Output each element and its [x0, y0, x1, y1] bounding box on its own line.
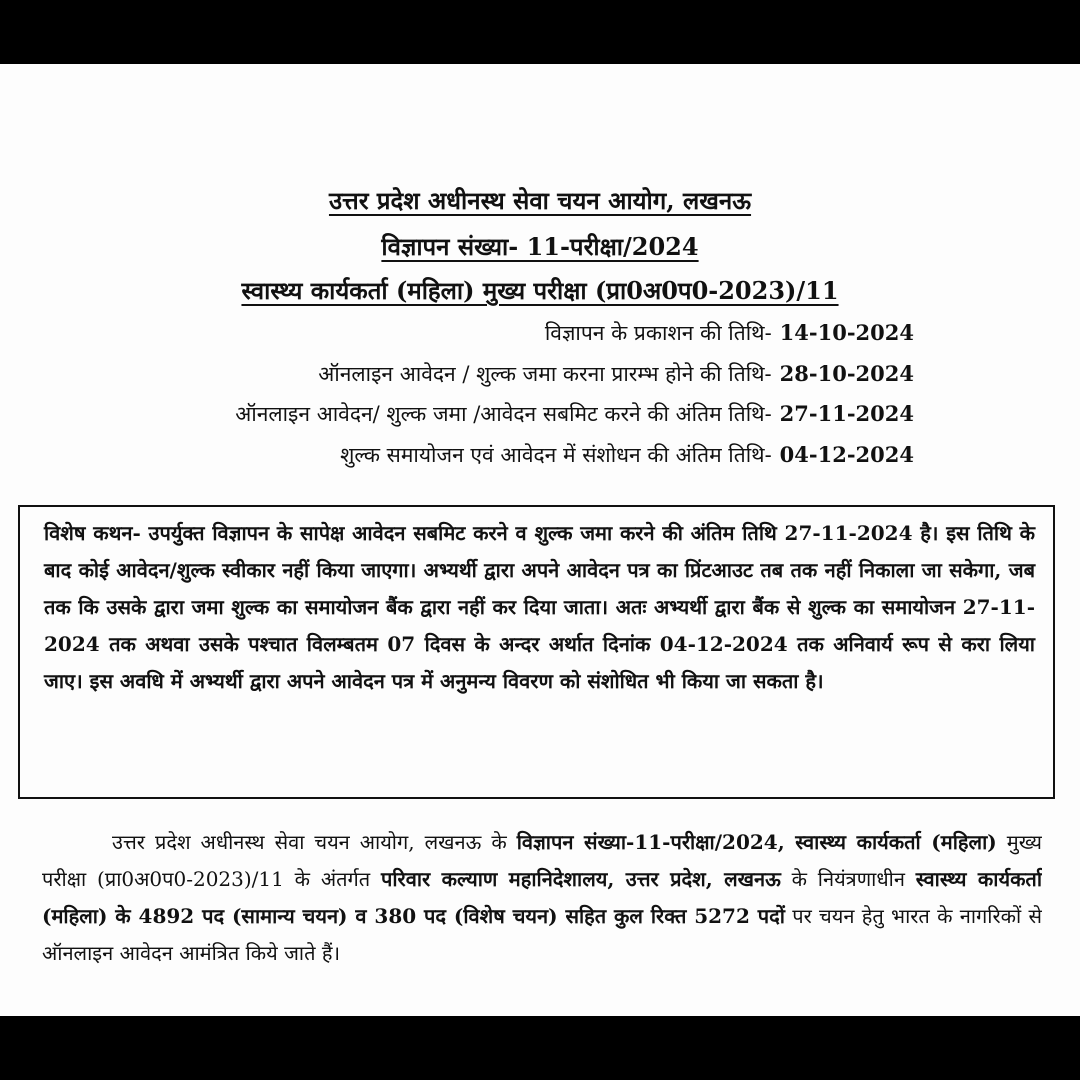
date-label: ऑनलाइन आवेदन/ शुल्क जमा /आवेदन सबमिट करने की अंतिम तिथि-: [235, 402, 772, 426]
date-value: 28-10-2024: [779, 361, 914, 386]
date-row-publication: [545, 318, 914, 348]
date-value: 27-11-2024: [779, 401, 914, 426]
date-row-fee-adjustment: [340, 440, 914, 470]
date-label: शुल्क समायोजन एवं आवेदन में संशोधन की अंतिम तिथि-: [340, 443, 772, 467]
date-row-last-date: [235, 399, 914, 429]
advert-number: विज्ञापन संख्या- 11-परीक्षा/2024: [381, 232, 699, 261]
date-value: 14-10-2024: [779, 320, 914, 345]
date-row-application-start: [318, 359, 914, 389]
org-heading: उत्तर प्रदेश अधीनस्थ सेवा चयन आयोग, लखनऊ: [328, 186, 752, 215]
exam-title: स्वास्थ्य कार्यकर्ता (महिला) मुख्य परीक्षा (प्रा0अ0प0-2023)/11: [241, 276, 839, 305]
special-notice-text: विशेष कथन- उपर्युक्त विज्ञापन के सापेक्ष आवेदन सबमिट करने व शुल्क जमा करने की अंतिम तिथि 27-11-2024 है। इस तिथि के बाद कोई आवेदन/शुल्क स्वीकार नहीं किया जाएगा। अभ्यर्थी द्वारा अपने आवेदन पत्र का प्रिंटआउट तब तक नहीं निकाला जा सकेगा, जब तक कि उसके द्वारा जमा शुल्क का समायोजन बैंक द्वारा नहीं कर दिया जाता। अतः अभ्यर्थी द्वारा बैंक से शुल्क का समायोजन 27-11-2024 तक अथवा उसके पश्चात विलम्बतम 07 दिवस के अन्दर अर्थात दिनांक 04-12-2024 तक अनिवार्य रूप से करा लिया जाए। इस अवधि में अभ्यर्थी द्वारा अपने आवेदन पत्र में अनुमन्य विवरण को संशोधित भी किया जा सकता है।: [44, 521, 1035, 693]
date-label: ऑनलाइन आवेदन / शुल्क जमा करना प्रारम्भ होने की तिथि-: [318, 362, 772, 386]
date-value: 04-12-2024: [779, 442, 914, 467]
special-notice-box: [18, 505, 1055, 799]
body-paragraph: उत्तर प्रदेश अधीनस्थ सेवा चयन आयोग, लखनऊ के विज्ञापन संख्या-11-परीक्षा/2024, स्वास्थ्य कार्यकर्ता (महिला) मुख्य परीक्षा (प्रा0अ0प0-2023)/11 के अंतर्गत परिवार कल्याण महानिदेशालय, उत्तर प्रदेश, लखनऊ के नियंत्रणाधीन स्वास्थ्य कार्यकर्ता (महिला) के 4892 पद (सामान्य चयन) व 380 पद (विशेष चयन) सहित कुल रिक्त 5272 पदों पर चयन हेतु भारत के नागरिकों से ऑनलाइन आवेदन आमंत्रित किये जाते हैं।: [42, 830, 1042, 965]
date-label: विज्ञापन के प्रकाशन की तिथि-: [544, 321, 772, 345]
document-page: [0, 64, 1080, 1016]
